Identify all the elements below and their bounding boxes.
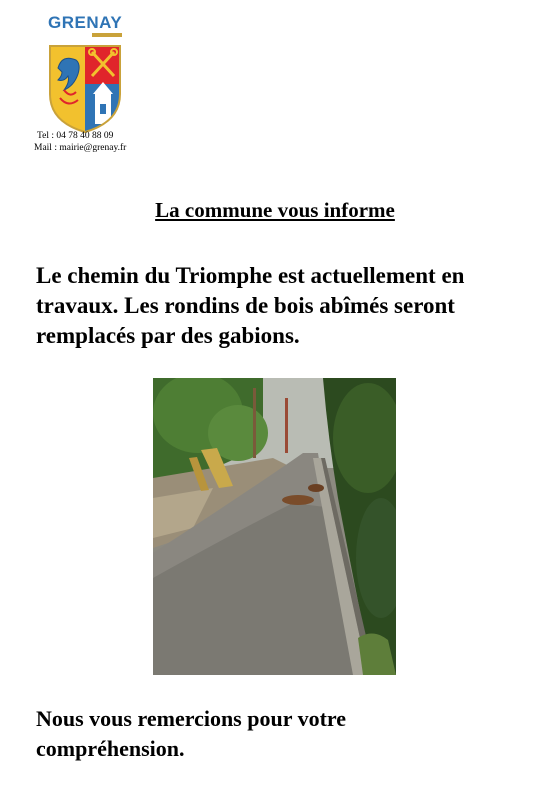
logo-subtitle: ISERE xyxy=(92,33,122,37)
logo xyxy=(48,14,122,37)
contact-email: Mail : mairie@grenay.fr xyxy=(34,143,127,153)
construction-path-photo-icon xyxy=(153,378,396,675)
contact-phone: Tel : 04 78 40 88 09 xyxy=(37,131,114,141)
logo-wordmark: GRENAY xyxy=(48,13,123,32)
construction-photo xyxy=(153,378,396,675)
closing-text: Nous vous remercions pour votre compréhension. xyxy=(36,706,347,761)
announcement-text: Le chemin du Triomphe est actuellement en travaux. Les rondins de bois abîmés seront remplacés par des gabions. xyxy=(36,263,465,348)
coat-of-arms-icon xyxy=(48,42,122,134)
page-heading: La commune vous informe xyxy=(155,198,395,222)
contact-info xyxy=(34,130,126,154)
